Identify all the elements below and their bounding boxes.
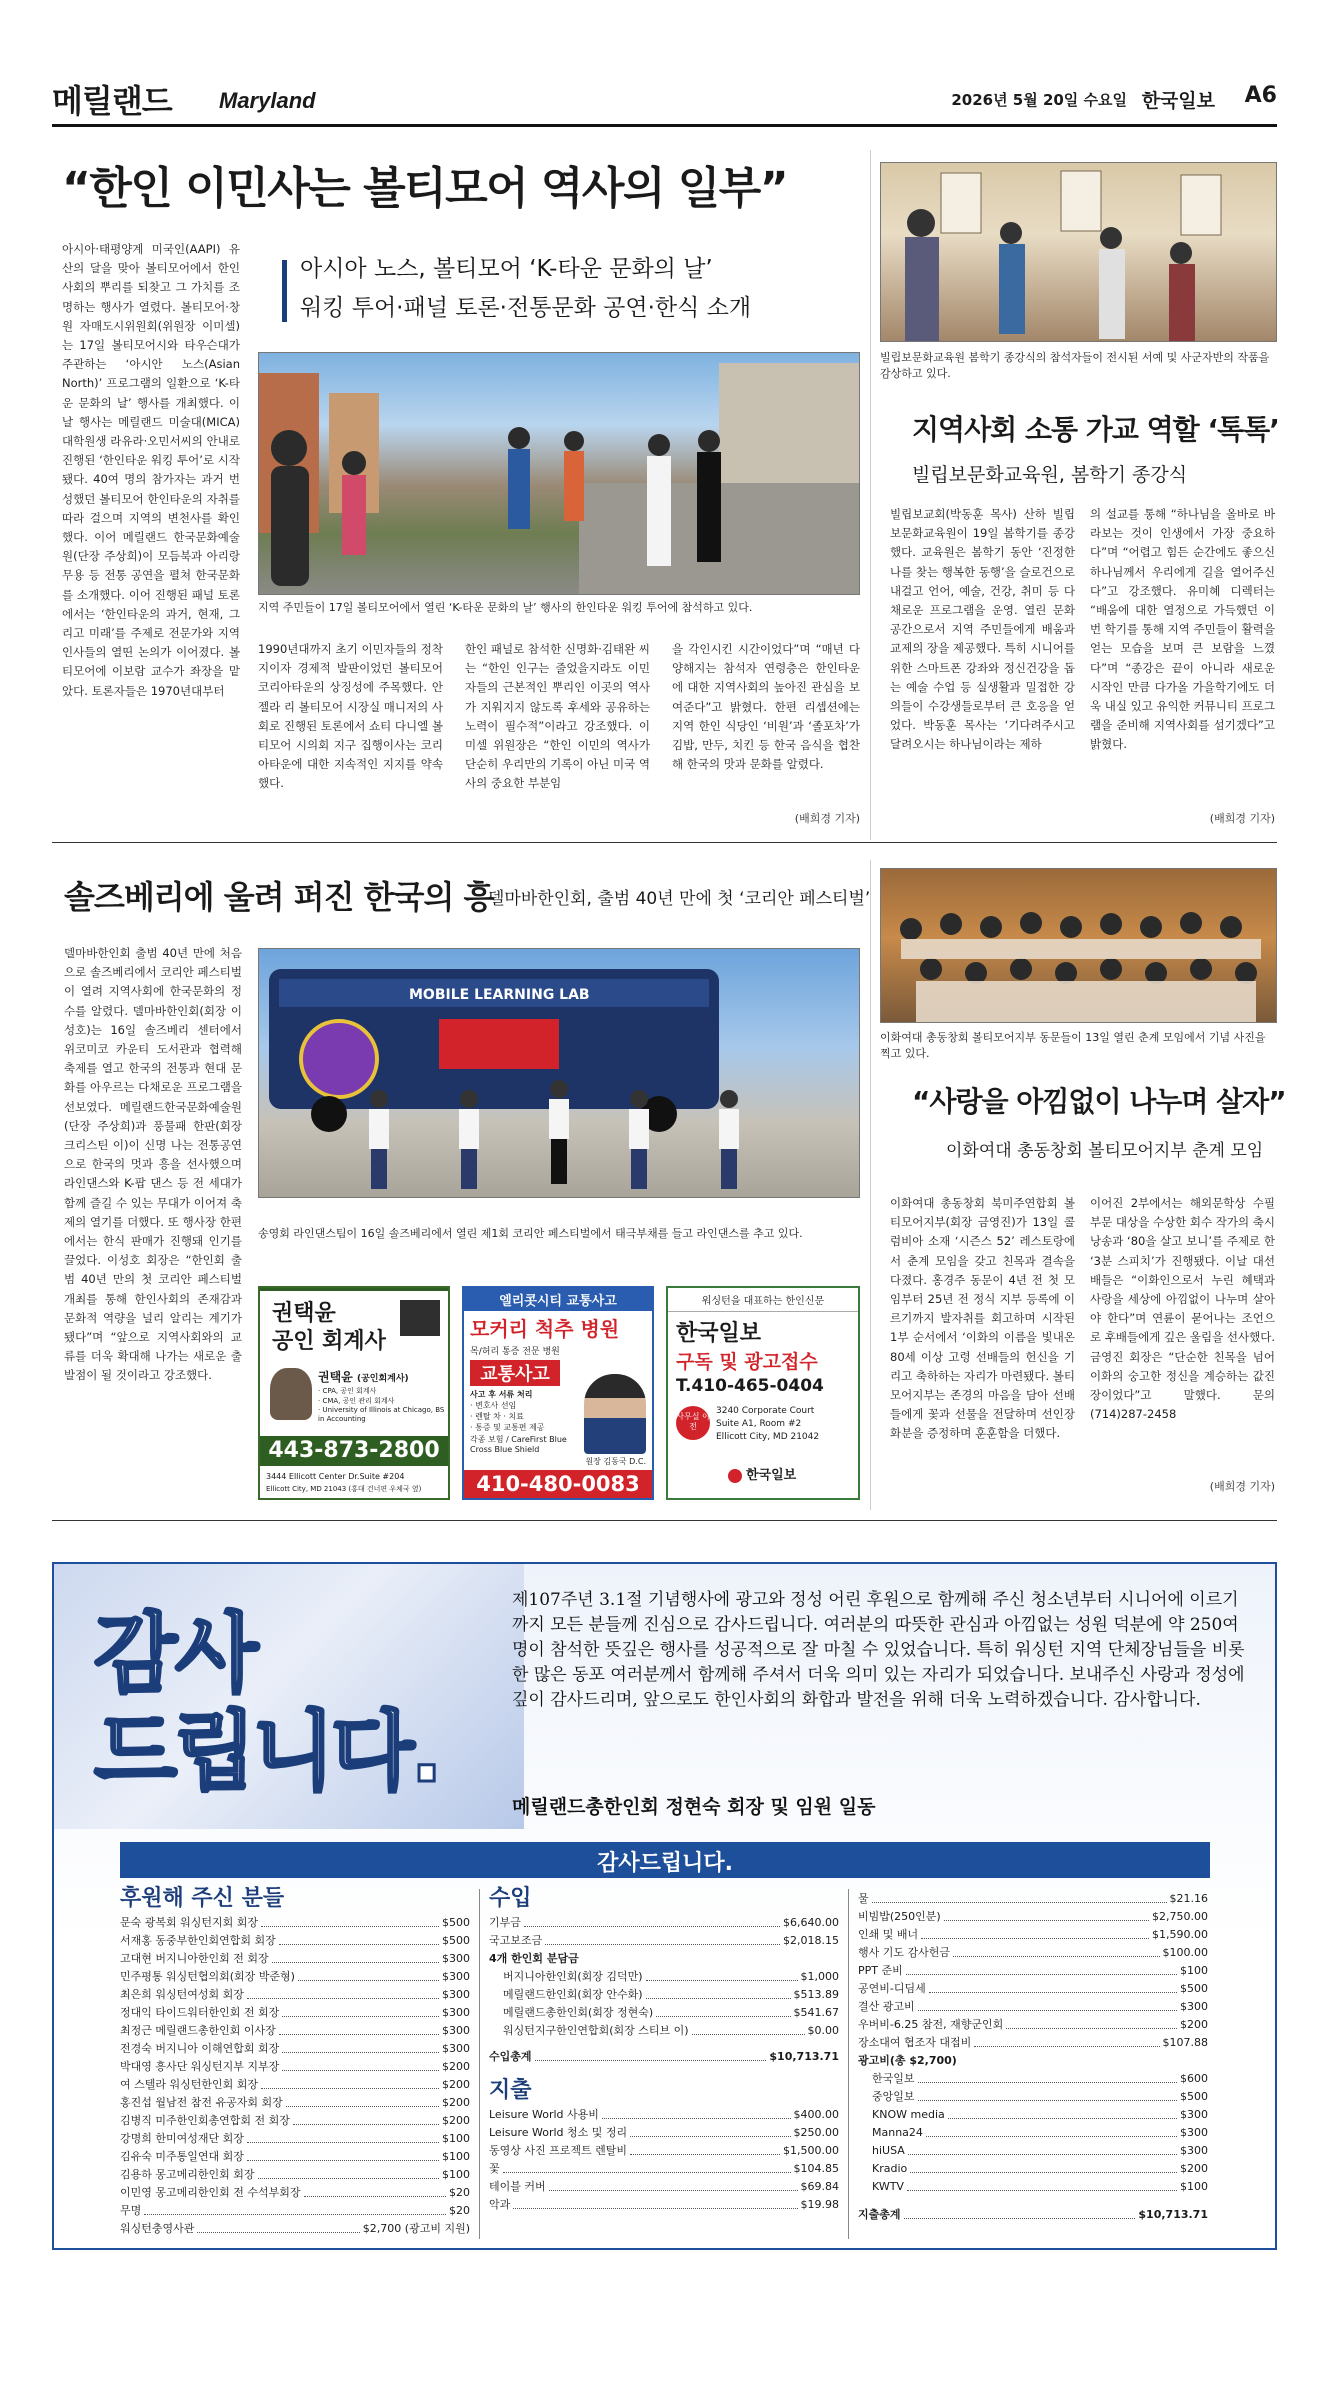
income-row-label: 국고보조금 bbox=[489, 1934, 543, 1947]
article1-col1: 아시아·태평양계 미국인(AAPI) 유산의 달을 맞아 볼티모어에서 한인사회의 뿌리를 되찾고 그 가치를 조명하는 행사가 열렸다. 볼티모어·창원 자매도시위원회(위원장 이미셀)는 17일 볼티모어시와 타우슨대가 주관하는 ‘아시안 노스(Asian North)’ 프로그램의 일환으로 ‘K-타운 문화의 날’ 행사를 개최했다. 이날 행사는 메릴랜드 미술대(MICA) 대학원생 라유라·오민서씨의 안내로 진행된 ‘한인타운 워킹 투어’로 시작됐다. 40여 명의 참가자는 과거 번성했던 볼티모어 한인타운의 자취를 따라 걸으며 지역의 변천사를 확인했다. 이어 메릴랜드 한국문화예술원(단장 주상희)이 모듬북과 아리랑 무용 등 전통 공연을 펼쳐 한국문화를 소개했다. 이어 진행된 패널 토론에서는 ‘한인타운의 과거, 현재, 그리고 미래’를 주제로 전문가와 지역 인사들의 열띤 논의가 이어졌다. 볼티모어에 이보람 교수가 좌장을 맡았다. 토론자들은 1970년대부터 bbox=[62, 242, 240, 698]
leader-dots bbox=[907, 2178, 1177, 2191]
expense-row-label: 행사 기도 감사헌금 bbox=[858, 1946, 951, 1959]
sponsor-row bbox=[120, 2094, 470, 2112]
sponsor-row-label: 민주평통 워싱턴협의회(회장 박준형) bbox=[120, 1970, 295, 1983]
sponsor-row-amount: $300 bbox=[442, 1988, 470, 2001]
leader-dots bbox=[549, 2178, 798, 2191]
leader-dots bbox=[513, 2196, 797, 2209]
sponsor-row-amount: $200 bbox=[442, 2060, 470, 2073]
ad-expense-row-amount: $300 bbox=[1180, 2144, 1208, 2157]
masthead bbox=[52, 76, 1277, 124]
expense2-column bbox=[858, 1890, 1208, 2224]
ad-expense-row bbox=[872, 2124, 1208, 2142]
walking-tour-illustration bbox=[259, 353, 860, 595]
leader-dots bbox=[261, 2076, 439, 2089]
leader-dots bbox=[918, 1998, 1177, 2011]
leader-dots bbox=[298, 1968, 439, 1981]
expense-row-label: 물 bbox=[858, 1892, 869, 1905]
income-row bbox=[489, 1914, 839, 1932]
sponsor-row-amount: $300 bbox=[442, 1970, 470, 1983]
leader-dots bbox=[948, 2106, 1177, 2119]
expense-row bbox=[858, 2034, 1208, 2052]
thanks-big-1: 감사 bbox=[94, 1604, 257, 1704]
income-column bbox=[489, 1886, 839, 2214]
ad-expense-row-amount: $200 bbox=[1180, 2162, 1208, 2175]
kt-ad-top: 워싱턴을 대표하는 한인신문 bbox=[668, 1288, 858, 1312]
cpa-person-name: 권택윤 bbox=[318, 1370, 353, 1384]
sponsor-row bbox=[120, 2022, 470, 2040]
ad-expense-row-label: 중앙일보 bbox=[872, 2090, 915, 2103]
expense-row-amount: $2,750.00 bbox=[1152, 1910, 1208, 1923]
sponsor-row-amount: $200 bbox=[442, 2078, 470, 2091]
leader-dots bbox=[272, 1950, 439, 1963]
income-sub-row-label: 워싱턴지구한인연합회(회장 스티브 이) bbox=[503, 2024, 689, 2037]
expense-row bbox=[489, 2196, 839, 2214]
expense-row-amount: $69.84 bbox=[800, 2180, 839, 2193]
leader-dots bbox=[918, 2070, 1177, 2083]
festival-caption: 송영회 라인댄스팀이 16일 솔즈베리에서 열린 제1회 코리안 페스티벌에서 태극부채를 들고 라인댄스를 추고 있다. bbox=[258, 1227, 803, 1240]
expense-row bbox=[858, 1980, 1208, 1998]
kt-ad-phone[interactable]: T.410-465-0404 bbox=[676, 1376, 824, 1396]
cpa-ad-title2: 공인 회계사 bbox=[272, 1329, 386, 1354]
ad-expense-row-amount: $100 bbox=[1180, 2180, 1208, 2193]
leader-dots bbox=[293, 2112, 439, 2125]
sponsor-row-label: 워싱턴충영사관 bbox=[120, 2222, 195, 2235]
cpa-cred3: · University of Illinois at Chicago, BS in Accounting bbox=[318, 1406, 445, 1423]
income-sub-title: 4개 한인회 분담금 bbox=[489, 1952, 579, 1965]
leader-dots bbox=[974, 2034, 1159, 2047]
income-sub-row-label: 메릴랜드총한인회(회장 정현숙) bbox=[503, 2006, 654, 2019]
kt-ad-sub: 구독 및 광고접수 bbox=[676, 1351, 818, 1373]
income-sub-row-label: 버지니아한인회(회장 김덕만) bbox=[503, 1970, 643, 1983]
sponsor-row bbox=[120, 2076, 470, 2094]
kt-ad-name: 한국일보 bbox=[676, 1321, 762, 1346]
article2-col1: 빌립보교회(박동훈 목사) 산하 빌립보문화교육원이 19일 봄학기를 종강했다. 교육원은 봄학기 동안 ‘진정한 나를 찾는 행복한 동행’을 슬로건으로 내걸고 언어, 예술, 건강, 취미 등 다채로운 프로그램을 운영. 열린 문화 공간으로서 지역 주민들에게 배움과 교제의 장을 제공했다. 특히 시니어를 위한 스마트폰 강좌와 정신건강을 돕는 예술 수업 등 실생활과 밀접한 강의들이 수강생들로부터 큰 호응을 얻었다. 박동훈 목사는 ‘기다려주시고 달려오시는 하나님이라는 제하 bbox=[890, 507, 1075, 752]
leader-dots bbox=[247, 2148, 439, 2161]
leader-dots bbox=[692, 2022, 805, 2035]
ad-expense-row-label: Manna24 bbox=[872, 2126, 923, 2139]
sponsor-row-label: 최은희 워싱턴여성회 회장 bbox=[120, 1988, 244, 2001]
expense-row bbox=[858, 1908, 1208, 1926]
expense-row bbox=[489, 2142, 839, 2160]
sponsor-row bbox=[120, 1932, 470, 1950]
ad-expense-row-amount: $300 bbox=[1180, 2108, 1208, 2121]
income-row-label: 기부금 bbox=[489, 1916, 521, 1929]
ad-expense-row-label: hiUSA bbox=[872, 2144, 905, 2157]
leader-dots bbox=[279, 1932, 439, 1945]
expense-row bbox=[489, 2178, 839, 2196]
ad-expense-row bbox=[872, 2106, 1208, 2124]
sponsor-row bbox=[120, 2148, 470, 2166]
leader-dots bbox=[918, 2088, 1177, 2101]
walking-tour-photo bbox=[258, 352, 860, 595]
leader-dots bbox=[1006, 2016, 1177, 2029]
ad-expense-row bbox=[872, 2070, 1208, 2088]
sponsor-row-amount: $500 bbox=[442, 1916, 470, 1929]
leader-dots bbox=[247, 2130, 439, 2143]
kt-ad-badge: 사무실 이전 bbox=[676, 1406, 710, 1440]
expense-total-row bbox=[858, 2206, 1208, 2224]
leader-dots bbox=[282, 2004, 439, 2017]
section-rule-2 bbox=[52, 1520, 1277, 1521]
leader-dots bbox=[646, 1986, 791, 1999]
expense-total-value: $10,713.71 bbox=[1138, 2208, 1208, 2221]
income-row bbox=[489, 1932, 839, 1950]
article1-subhead1: 아시아 노스, 볼티모어 ‘K-타운 문화의 날’ bbox=[300, 256, 713, 282]
expense-row-label: 테이블 커버 bbox=[489, 2180, 546, 2193]
section-title-en: Maryland bbox=[219, 88, 316, 113]
leader-dots bbox=[630, 2142, 780, 2155]
income-list bbox=[489, 1914, 839, 1950]
article4-col2: 이어진 2부에서는 해외문학상 수필 부문 대상을 수상한 회수 작가의 축시 낭송과 ‘80을 살고 보니’를 주제로 한 ‘3분 스피치’가 진행됐다. 이날 대선배들은 “이화인으로서 누린 혜택과 사랑을 세상에 아낌없이 나누며 살아야 한다”며 연륜이 묻어나는 조언으로 후배들에게 깊은 울림을 선사했다. 금영진 회장은 “단순한 친목을 넘어 이화의 숭고한 정신을 계승하는 값진 장이었다”고 말했다. 문의 (714)287-2458 bbox=[1090, 1196, 1275, 1422]
chiro-ad-sub: 목/허리 통증 전문 병원 bbox=[470, 1347, 560, 1357]
expense-row bbox=[489, 2106, 839, 2124]
expense-row bbox=[858, 1962, 1208, 1980]
article1-col4: 을 각인시킨 시간이었다”며 “매년 다양해지는 참석자 연령층은 한인타운에 대한 지역사회의 높아진 관심을 보여준다”고 밝혔다. 한편 리셉션에는 지역 한인 식당인 ‘비원’과 ‘졸포차’가 김밥, 만두, 치킨 등 한국 음식을 협찬해 한국의 맛과 문화를 알렸다. bbox=[672, 642, 860, 772]
sponsors-title: 후원해 주신 분들 bbox=[120, 1886, 285, 1911]
expense-row-amount: $21.16 bbox=[1169, 1892, 1208, 1905]
cpa-person-sub: (공인회계사) bbox=[356, 1374, 409, 1384]
ledger-divider-1 bbox=[479, 1889, 480, 2239]
ad-expense-row-label: Kradio bbox=[872, 2162, 908, 2175]
cpa-avatar bbox=[270, 1368, 312, 1420]
kt-ad-addr2: Suite A1, Room #2 bbox=[716, 1419, 802, 1429]
section-title-ko: 메릴랜드 bbox=[52, 82, 172, 120]
thanks-big-2: 드립니다. bbox=[94, 1702, 439, 1802]
kt-ad-logo-mark bbox=[728, 1469, 742, 1483]
sponsor-row-amount: $100 bbox=[442, 2132, 470, 2145]
sponsor-row-label: 홍진섭 월남전 참전 유공자회 회장 bbox=[120, 2096, 283, 2109]
leader-dots bbox=[953, 1944, 1159, 1957]
chiro-ad-banner: 교통사고 bbox=[470, 1360, 560, 1386]
cpa-cred1: · CPA, 공인 회계사 bbox=[318, 1387, 377, 1395]
chiro-ad-line2: · 변호사 선임 bbox=[470, 1401, 517, 1410]
sponsor-row bbox=[120, 1914, 470, 1932]
income-row-amount: $2,018.15 bbox=[783, 1934, 839, 1947]
expense-row-amount: $250.00 bbox=[793, 2126, 839, 2139]
paper-name: 한국일보 bbox=[1141, 90, 1215, 112]
sponsor-row-amount: $20 bbox=[449, 2204, 470, 2217]
chiro-ad-name: 모커리 척추 병원 bbox=[470, 1317, 620, 1341]
expense-row bbox=[489, 2124, 839, 2142]
cpa-addr2: Ellicott City, MD 21043 (홍대 건너편 우체국 옆) bbox=[266, 1485, 422, 1493]
leader-dots bbox=[908, 2142, 1177, 2155]
expense-row-label: 인쇄 및 배너 bbox=[858, 1928, 919, 1941]
article1-col3: 한인 패널로 참석한 신명화·김태완 씨는 “한인 인구는 줄었을지라도 이민자들의 근본적인 뿌리인 이곳의 역사가 지워지지 않도록 후세와 공유하는 노력이 필수적”이라고 강조했다. 이미셀 위원장은 “한인 이민의 역사가 단순히 우리만의 기록이 아닌 미국 역사의 중요한 부분임 bbox=[465, 642, 650, 791]
leader-dots bbox=[602, 2106, 791, 2119]
leader-dots bbox=[872, 1890, 1167, 1903]
sponsor-row bbox=[120, 2112, 470, 2130]
income-sub-row-amount: $1,000 bbox=[800, 1970, 839, 1983]
issue-date: 2026년 5월 20일 수요일 bbox=[951, 91, 1127, 109]
ad-expense-row-amount: $300 bbox=[1180, 2126, 1208, 2139]
article1-col2: 1990년대까지 초기 이민자들의 정착지이자 경제적 발판이었던 볼티모어 코리아타운의 상징성에 주목했다. 안젤라 리 볼티모어 시장실 매니저의 사회로 진행된 토론에서 쇼티 다니엘 볼티모어 시의회 지구 집행이사는 코리아타운에 대한 지속적인 지지를 약속했다. bbox=[258, 642, 443, 791]
ad-expense-row bbox=[872, 2142, 1208, 2160]
expense-row bbox=[858, 1944, 1208, 1962]
leader-dots bbox=[282, 2058, 439, 2071]
sponsor-row-label: 강명희 한미여성재단 회장 bbox=[120, 2132, 244, 2145]
expense-row bbox=[858, 2016, 1208, 2034]
expense-row-label: 우버비-6.25 참전, 재향군인회 bbox=[858, 2018, 1004, 2031]
ad-list bbox=[858, 2070, 1208, 2196]
leader-dots bbox=[258, 2166, 439, 2179]
leader-dots bbox=[929, 1980, 1177, 1993]
koreatimes-ad[interactable] bbox=[666, 1286, 860, 1500]
expense-row bbox=[489, 2160, 839, 2178]
leader-dots bbox=[524, 1914, 780, 1927]
kt-ad-logo bbox=[728, 1464, 796, 1483]
expense-total-label: 지출총계 bbox=[858, 2208, 901, 2221]
article4-byline: (배희경 기자) bbox=[1209, 1480, 1275, 1493]
sponsor-row bbox=[120, 2058, 470, 2076]
leader-dots bbox=[646, 1968, 798, 1981]
article1-subhead2: 워킹 투어·패널 토론·전통문화 공연·한식 소개 bbox=[300, 295, 752, 321]
cpa-ad-logo bbox=[400, 1300, 440, 1336]
masthead-rule bbox=[52, 124, 1277, 127]
article4-subhead: 이화여대 총동창회 볼티모어지부 춘계 모임 bbox=[946, 1141, 1264, 1161]
expense-row-label: 공연비-디딤세 bbox=[858, 1982, 926, 1995]
sponsor-row-label: 서재홍 동중부한인회연합회 회장 bbox=[120, 1934, 276, 1947]
ad-expense-row-label: KNOW media bbox=[872, 2108, 945, 2121]
thanks-message: 제107주년 3.1절 기념행사에 광고와 정성 어린 후원으로 함께해 주신 청소년부터 시니어에 이르기까지 모든 분들께 진심으로 감사드립니다. 여러분의 따뜻한 관심과 아낌없는 성원 덕분에 약 250여 명이 참석한 뜻깊은 행사를 성공적으로 잘 마칠 수 있었습니다. 특히 워싱턴 지역 단체장님들을 비롯한 많은 동포 여러분께서 함께해 주셔서 더욱 의미 있는 자리가 되었습니다. 보내주신 사랑과 정성에 깊이 감사드리며, 앞으로도 한인사회의 화합과 발전을 위해 더욱 노력하겠습니다. 감사합니다. bbox=[512, 1590, 1245, 1710]
thanks-panel bbox=[52, 1562, 1277, 2250]
income-total-row bbox=[489, 2048, 839, 2066]
expense-row-label: 비빔밥(250인분) bbox=[858, 1910, 941, 1923]
chiro-ad-line4: · 통증 및 교통편 제공 bbox=[470, 1423, 545, 1432]
ad-expense-row bbox=[872, 2088, 1208, 2106]
thanks-bar-label: 감사드립니다. bbox=[597, 1851, 733, 1876]
article1-headline: “한인 이민사는 볼티모어 역사의 일부” bbox=[62, 163, 788, 214]
alumni-caption: 이화여대 총동창회 볼티모어지부 동문들이 13일 열린 춘계 모임에서 기념 사진을 찍고 있다. bbox=[880, 1031, 1266, 1060]
article2-headline: 지역사회 소통 가교 역할 ‘톡톡’ bbox=[912, 413, 1279, 446]
cpa-phone[interactable]: 443-873-2800 bbox=[268, 1438, 440, 1463]
sponsor-row bbox=[120, 1986, 470, 2004]
sponsor-row-amount: $300 bbox=[442, 2024, 470, 2037]
expense-row bbox=[858, 1890, 1208, 1908]
section-rule-1 bbox=[52, 842, 1277, 843]
sponsor-row-label: 김유숙 미주통일연대 회장 bbox=[120, 2150, 244, 2163]
leader-dots bbox=[910, 2160, 1177, 2173]
alumni-illustration bbox=[881, 869, 1277, 1023]
ledger-divider-2 bbox=[848, 1889, 849, 2239]
article4-col1: 이화여대 총동창회 북미주연합회 볼티모어지부(회장 금영진)가 13일 콜럼비아 소재 ‘시즌스 52’ 레스토랑에서 춘계 모임을 갖고 친목과 결속을 다졌다. 홍경주 동문이 4년 전 첫 모임부터 25년 전 정식 지부 등록에 이르기까지 발자취를 회고하며 시작된 1부 순서에서 ‘이화의 이름을 빛내온 80세 이상 고령 선배들의 헌신을 기리고 축하하는 자리가 마련됐다. 볼티모어지부는 존경의 마음을 담아 선배들에게 꽃과 선물을 전달하며 선인장 화분을 증정하며 훈훈함을 더했다. bbox=[890, 1196, 1075, 1441]
leader-dots bbox=[286, 2094, 439, 2107]
calligraphy-exhibit-caption: 빌립보문화교육원 봄학기 종강식의 참석자들이 전시된 서예 및 사군자반의 작품을 감상하고 있다. bbox=[880, 351, 1270, 380]
income-sub-row bbox=[503, 2004, 839, 2022]
expense-row-label: PPT 준비 bbox=[858, 1964, 903, 1977]
sponsor-row-amount: $100 bbox=[442, 2150, 470, 2163]
expense-row-label: 장소대여 협조자 대접비 bbox=[858, 2036, 972, 2049]
income-total-label: 수입총계 bbox=[489, 2050, 532, 2063]
ad-expense-row-label: 한국일보 bbox=[872, 2072, 915, 2085]
leader-dots bbox=[197, 2220, 359, 2233]
sponsor-row bbox=[120, 1950, 470, 1968]
kt-ad-logo-text: 한국일보 bbox=[746, 1468, 797, 1483]
sponsor-row bbox=[120, 2130, 470, 2148]
ad-expense-row-amount: $600 bbox=[1180, 2072, 1208, 2085]
article1-byline: (배희경 기자) bbox=[794, 812, 860, 825]
leader-dots bbox=[656, 2004, 790, 2017]
sponsor-row bbox=[120, 2184, 470, 2202]
article3-subhead: 델마바한인회, 출범 40년 만에 첫 ‘코리안 페스티벌’ bbox=[488, 889, 871, 909]
expense-row-amount: $107.88 bbox=[1162, 2036, 1208, 2049]
chiro-ad-line3: · 렌탈 차 · 치료 bbox=[470, 1412, 524, 1421]
income-total-value: $10,713.71 bbox=[769, 2050, 839, 2063]
bus-banner: MOBILE LEARNING LAB bbox=[409, 987, 590, 1003]
leader-dots bbox=[261, 1914, 439, 1927]
sponsor-row-label: 여 스텔라 워싱턴한인회 회장 bbox=[120, 2078, 259, 2091]
article2-col2: 의 설교를 통해 “하나님을 올바로 바라보는 것이 인생에서 가장 중요하다”며 “어렵고 힘든 순간에도 좋으신 하나님께서 우리에게 길을 열어주신다”고 강조했다. 유미혜 디렉터는 “배움에 대한 열정으로 가득했던 이번 학기를 통해 지역 주민들이 활력을 얻는 모습을 보며 큰 보람을 느꼈다”며 “종강은 끝이 아니라 새로운 시작인 만큼 다가올 가을학기에도 더욱 내실 있고 유익한 커뮤니티 프로그램을 준비해 지역사회를 섬기겠다”고 밝혔다. bbox=[1090, 507, 1275, 752]
article2-subhead: 빌립보문화교육원, 봄학기 종강식 bbox=[912, 464, 1188, 486]
leader-dots bbox=[304, 2184, 446, 2197]
sponsor-row-label: 최정근 메릴랜드총한인회 이사장 bbox=[120, 2024, 276, 2037]
sponsor-row-label: 고대현 버지니아한인회 전 회장 bbox=[120, 1952, 269, 1965]
expense-row-label: Leisure World 사용비 bbox=[489, 2108, 599, 2121]
column-divider-mid bbox=[870, 860, 871, 1510]
sponsor-row-amount: $300 bbox=[442, 2042, 470, 2055]
expense-title: 지출 bbox=[489, 2078, 532, 2103]
kt-ad-addr1: 3240 Corporate Court bbox=[716, 1406, 815, 1416]
expense-row-label: Leisure World 청소 및 정리 bbox=[489, 2126, 628, 2139]
article4-headline: “사랑을 아낌없이 나누며 살자” bbox=[912, 1085, 1286, 1118]
kt-ad-addr3: Ellicott City, MD 21042 bbox=[716, 1432, 820, 1442]
leader-dots bbox=[906, 1962, 1177, 1975]
chiro-ad-phone[interactable]: 410-480-0083 bbox=[464, 1470, 652, 1498]
sponsor-row-amount: $200 bbox=[442, 2114, 470, 2127]
sponsor-row bbox=[120, 1968, 470, 1986]
leader-dots bbox=[545, 1932, 780, 1945]
sponsor-row-label: 무명 bbox=[120, 2204, 142, 2217]
ad-expense-row bbox=[872, 2160, 1208, 2178]
sponsor-row bbox=[120, 2166, 470, 2184]
article1-sub-bar bbox=[282, 260, 287, 322]
ad-expense-row-amount: $500 bbox=[1180, 2090, 1208, 2103]
leader-dots bbox=[630, 2124, 790, 2137]
expense-row-amount: $100 bbox=[1180, 1964, 1208, 1977]
page-number: A6 bbox=[1244, 83, 1277, 108]
sponsor-row-label: 전경숙 버지니아 이해연합회 회장 bbox=[120, 2042, 280, 2055]
income-sub-row-amount: $0.00 bbox=[807, 2024, 839, 2037]
sponsor-list bbox=[120, 1914, 470, 2238]
sponsor-row bbox=[120, 2220, 470, 2238]
sponsor-row-label: 문숙 광복회 워싱턴지회 회장 bbox=[120, 1916, 259, 1929]
leader-dots bbox=[503, 2160, 791, 2173]
sponsor-row bbox=[120, 2040, 470, 2058]
cpa-ad[interactable] bbox=[258, 1286, 450, 1500]
ad-expense-row-label: KWTV bbox=[872, 2180, 904, 2193]
exhibit-illustration bbox=[881, 163, 1277, 342]
sponsor-row-amount: $300 bbox=[442, 2006, 470, 2019]
sponsor-row-label: 김병직 미주한인회총연합회 전 회장 bbox=[120, 2114, 290, 2127]
chiro-ad-top: 엘리콧시티 교통사고 bbox=[464, 1288, 652, 1311]
income-row-amount: $6,640.00 bbox=[783, 1916, 839, 1929]
expense2-list bbox=[858, 1890, 1208, 2052]
expense-row-label: 악과 bbox=[489, 2198, 511, 2211]
expense-row-amount: $400.00 bbox=[793, 2108, 839, 2121]
leader-dots bbox=[944, 1908, 1149, 1921]
income-sub-row bbox=[503, 2022, 839, 2040]
sponsor-row bbox=[120, 2004, 470, 2022]
income-sub-row bbox=[503, 1986, 839, 2004]
sponsor-row-amount: $500 bbox=[442, 1934, 470, 1947]
expense-row bbox=[858, 1926, 1208, 1944]
expense-row-amount: $1,500.00 bbox=[783, 2144, 839, 2157]
expense-row-amount: $200 bbox=[1180, 2018, 1208, 2031]
leader-dots bbox=[282, 2040, 439, 2053]
expense-row-amount: $19.98 bbox=[800, 2198, 839, 2211]
sponsor-row-amount: $300 bbox=[442, 1952, 470, 1965]
sponsor-row-amount: $2,700 (광고비 지원) bbox=[362, 2222, 470, 2235]
ad-expense-row bbox=[872, 2178, 1208, 2196]
cpa-person bbox=[318, 1368, 409, 1385]
leader-dots bbox=[144, 2202, 446, 2215]
cpa-ad-title1: 권택윤 bbox=[272, 1301, 336, 1326]
cpa-cred2: · CMA, 공인 관리 회계사 bbox=[318, 1397, 395, 1405]
chiro-ad-doctor: 원장 김동국 D.C. bbox=[585, 1457, 646, 1466]
expense-row-amount: $100.00 bbox=[1162, 1946, 1208, 1959]
leader-dots bbox=[247, 1986, 439, 1999]
chiro-doctor-avatar bbox=[584, 1374, 646, 1454]
chiro-ad-ins: 각종 보험 / CareFirst Blue Cross Blue Shield bbox=[470, 1435, 567, 1454]
chiropractic-ad[interactable] bbox=[462, 1286, 654, 1500]
expense-list bbox=[489, 2106, 839, 2214]
expense-row-amount: $500 bbox=[1180, 1982, 1208, 1995]
expense-row-amount: $104.85 bbox=[793, 2162, 839, 2175]
income-sub-row-amount: $513.89 bbox=[793, 1988, 839, 2001]
expense-row-label: 꽃 bbox=[489, 2162, 500, 2175]
sponsor-row-label: 정대익 타이드워터한인회 전 회장 bbox=[120, 2006, 280, 2019]
sponsor-row bbox=[120, 2202, 470, 2220]
expense-row-label: 결산 광고비 bbox=[858, 2000, 915, 2013]
ad-title: 광고비(총 $2,700) bbox=[858, 2054, 957, 2067]
cpa-addr1: 3444 Ellicott Center Dr.Suite #204 bbox=[266, 1472, 405, 1481]
income-sub-row-label: 메릴랜드한인회(회장 안수화) bbox=[503, 1988, 643, 2001]
sponsors-column bbox=[120, 1886, 470, 2238]
sponsor-row-amount: $200 bbox=[442, 2096, 470, 2109]
thanks-signature: 메릴랜드총한인회 정현숙 회장 및 임원 일동 bbox=[512, 1796, 876, 1818]
leader-dots bbox=[921, 1926, 1149, 1939]
income-sub-row bbox=[503, 1968, 839, 1986]
income-title: 수입 bbox=[489, 1886, 532, 1911]
article3-col1: 델마바한인회 출범 40년 만에 처음으로 솔즈베리에서 코리안 페스티벌이 열려 지역사회에 한국문화의 정수를 알렸다. 델마바한인회(회장 이성호)는 16일 솔즈베리 센터에서 위코미코 카운티 도서관과 협력해 축제를 열고 한국의 전통과 현대 문화를 아우르는 다채로운 프로그램을 선보였다. 메릴랜드한국문화예술원(단장 주상희)과 풍물패 한판(회장 크리스틴 이)이 신명 나는 전통공연으로 한국의 멋과 흥을 선사했으며 라인댄스와 K-팝 댄스 등 전 세대가 함께 즐길 수 있는 무대가 이어져 축제의 열기를 더했다. 또 행사장 한편에서는 한식 판매가 진행돼 인기를 끌었다. 이성호 회장은 “한인회 출범 40년 만의 첫 코리안 페스티벌 개최를 통해 한인사회의 존재감과 문화적 역량을 널리 알리는 계기가 됐다”며 “앞으로 지역사회와의 교류를 더욱 확대해 나가는 새로운 출발점이 될 것이라고 강조했다. bbox=[64, 946, 242, 1383]
chiro-ad-line1: 사고 후 서류 처리 bbox=[470, 1390, 533, 1399]
sponsor-row-amount: $20 bbox=[449, 2186, 470, 2199]
column-divider-top bbox=[870, 150, 871, 840]
calligraphy-exhibit-photo bbox=[880, 162, 1277, 342]
expense-row-amount: $1,590.00 bbox=[1152, 1928, 1208, 1941]
leader-dots bbox=[926, 2124, 1177, 2137]
sponsor-row-label: 김용하 몽고메리한인회 회장 bbox=[120, 2168, 255, 2181]
article2-byline: (배희경 기자) bbox=[1209, 812, 1275, 825]
festival-photo bbox=[258, 948, 860, 1198]
income-sub-row-amount: $541.67 bbox=[793, 2006, 839, 2019]
festival-illustration bbox=[259, 949, 860, 1198]
sponsor-row-label: 이민영 몽고메리한인회 전 수석부회장 bbox=[120, 2186, 301, 2199]
alumni-group-photo bbox=[880, 868, 1277, 1023]
expense-row bbox=[858, 1998, 1208, 2016]
income-sub-list bbox=[489, 1968, 839, 2040]
expense-row-label: 동영상 사진 프로젝트 렌탈비 bbox=[489, 2144, 628, 2157]
sponsor-row-label: 박대영 흥사단 워싱턴지부 지부장 bbox=[120, 2060, 280, 2073]
sponsor-row-amount: $100 bbox=[442, 2168, 470, 2181]
leader-dots bbox=[279, 2022, 439, 2035]
walking-tour-caption: 지역 주민들이 17일 볼티모어에서 열린 ‘K-타운 문화의 날’ 행사의 한인타운 워킹 투어에 참석하고 있다. bbox=[258, 601, 753, 614]
article3-headline: 솔즈베리에 울려 퍼진 한국의 흥 bbox=[64, 878, 494, 916]
expense-row-amount: $300 bbox=[1180, 2000, 1208, 2013]
